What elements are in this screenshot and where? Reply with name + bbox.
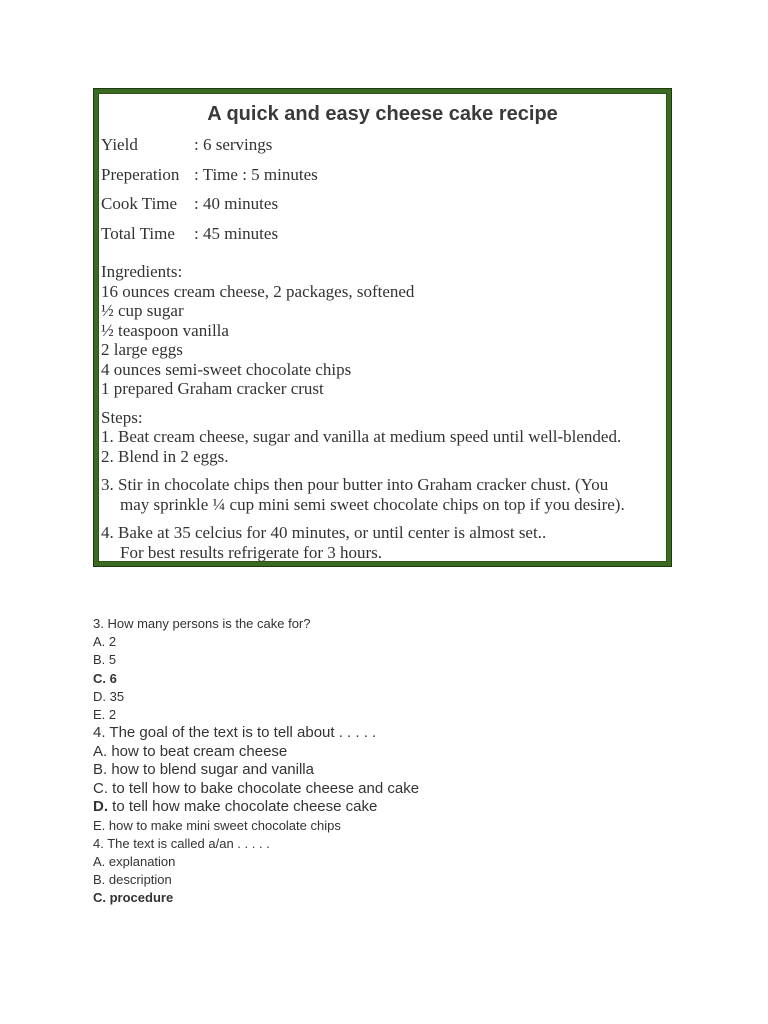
answer-option-correct: C. procedure <box>93 890 174 906</box>
meta-label: Yield <box>101 135 138 154</box>
step-line-continued: may sprinkle ¼ cup mini semi sweet chocolate chips on top if you desire). <box>120 494 625 514</box>
answer-option: A. 2 <box>93 634 117 650</box>
question-4-text-type: 4. The text is called a/an . . . . . <box>93 835 270 851</box>
ingredients-heading: Ingredients: <box>101 262 183 281</box>
answer-option: D. 35 <box>93 688 125 704</box>
recipe-title: A quick and easy cheese cake recipe <box>207 103 558 125</box>
meta-row-preparation <box>101 165 664 185</box>
meta-label: Total Time <box>101 223 175 243</box>
answer-option-correct: C. 6 <box>93 670 117 686</box>
ingredient-item: 16 ounces cream cheese, 2 packages, softened <box>101 281 415 301</box>
meta-value: : 6 servings <box>194 135 273 154</box>
answer-text: to tell how make chocolate cheese cake <box>108 798 378 816</box>
question-3: 3. How many persons is the cake for? <box>93 616 311 631</box>
step-line: 4. Bake at 35 celcius for 40 minutes, or until center is almost set.. <box>101 523 547 542</box>
meta-row-cook-time <box>101 194 664 214</box>
step-line: 3. Stir in chocolate chips then pour butter into Graham cracker chust. (You <box>101 475 609 494</box>
answer-option: E. how to make mini sweet chocolate chips <box>93 817 341 833</box>
step-item <box>101 523 664 562</box>
meta-label: Preperation <box>101 164 180 184</box>
step-item <box>101 475 664 514</box>
answer-letter: D. <box>93 798 108 816</box>
recipe-card-inner <box>98 93 667 562</box>
meta-value: : Time : 5 minutes <box>194 164 318 184</box>
ingredient-item: ½ teaspoon vanilla <box>101 320 229 340</box>
meta-value: : 40 minutes <box>194 194 279 213</box>
answer-option: B. 5 <box>93 652 117 668</box>
answer-option: C. to tell how to bake chocolate cheese and cake <box>93 779 420 797</box>
answer-option: B. description <box>93 872 172 888</box>
recipe-card <box>93 88 672 567</box>
ingredient-item: ½ cup sugar <box>101 301 184 320</box>
ingredient-item: 4 ounces semi-sweet chocolate chips <box>101 359 352 379</box>
question-list <box>93 615 419 908</box>
ingredient-item: 2 large eggs <box>101 340 183 359</box>
step-line-continued: For best results refrigerate for 3 hours. <box>120 542 383 562</box>
answer-option: A. explanation <box>93 854 176 869</box>
ingredient-item: 1 prepared Graham cracker crust <box>101 379 324 398</box>
step-item: 1. Beat cream cheese, sugar and vanilla at medium speed until well-blended. <box>101 427 622 446</box>
answer-option: A. how to beat cream cheese <box>93 742 288 760</box>
question-4-goal: 4. The goal of the text is to tell about . . . . . <box>93 724 377 742</box>
step-item: 2. Blend in 2 eggs. <box>101 446 229 466</box>
meta-row-yield <box>101 135 664 155</box>
steps-heading: Steps: <box>101 407 143 427</box>
meta-row-total-time <box>101 224 664 244</box>
recipe-content <box>101 94 664 562</box>
meta-label: Cook Time <box>101 194 178 213</box>
recipe-meta <box>101 135 664 243</box>
meta-value: : 45 minutes <box>194 223 279 243</box>
answer-option: E. 2 <box>93 706 117 722</box>
answer-option: B. how to blend sugar and vanilla <box>93 761 314 779</box>
answer-option-correct <box>93 798 419 817</box>
